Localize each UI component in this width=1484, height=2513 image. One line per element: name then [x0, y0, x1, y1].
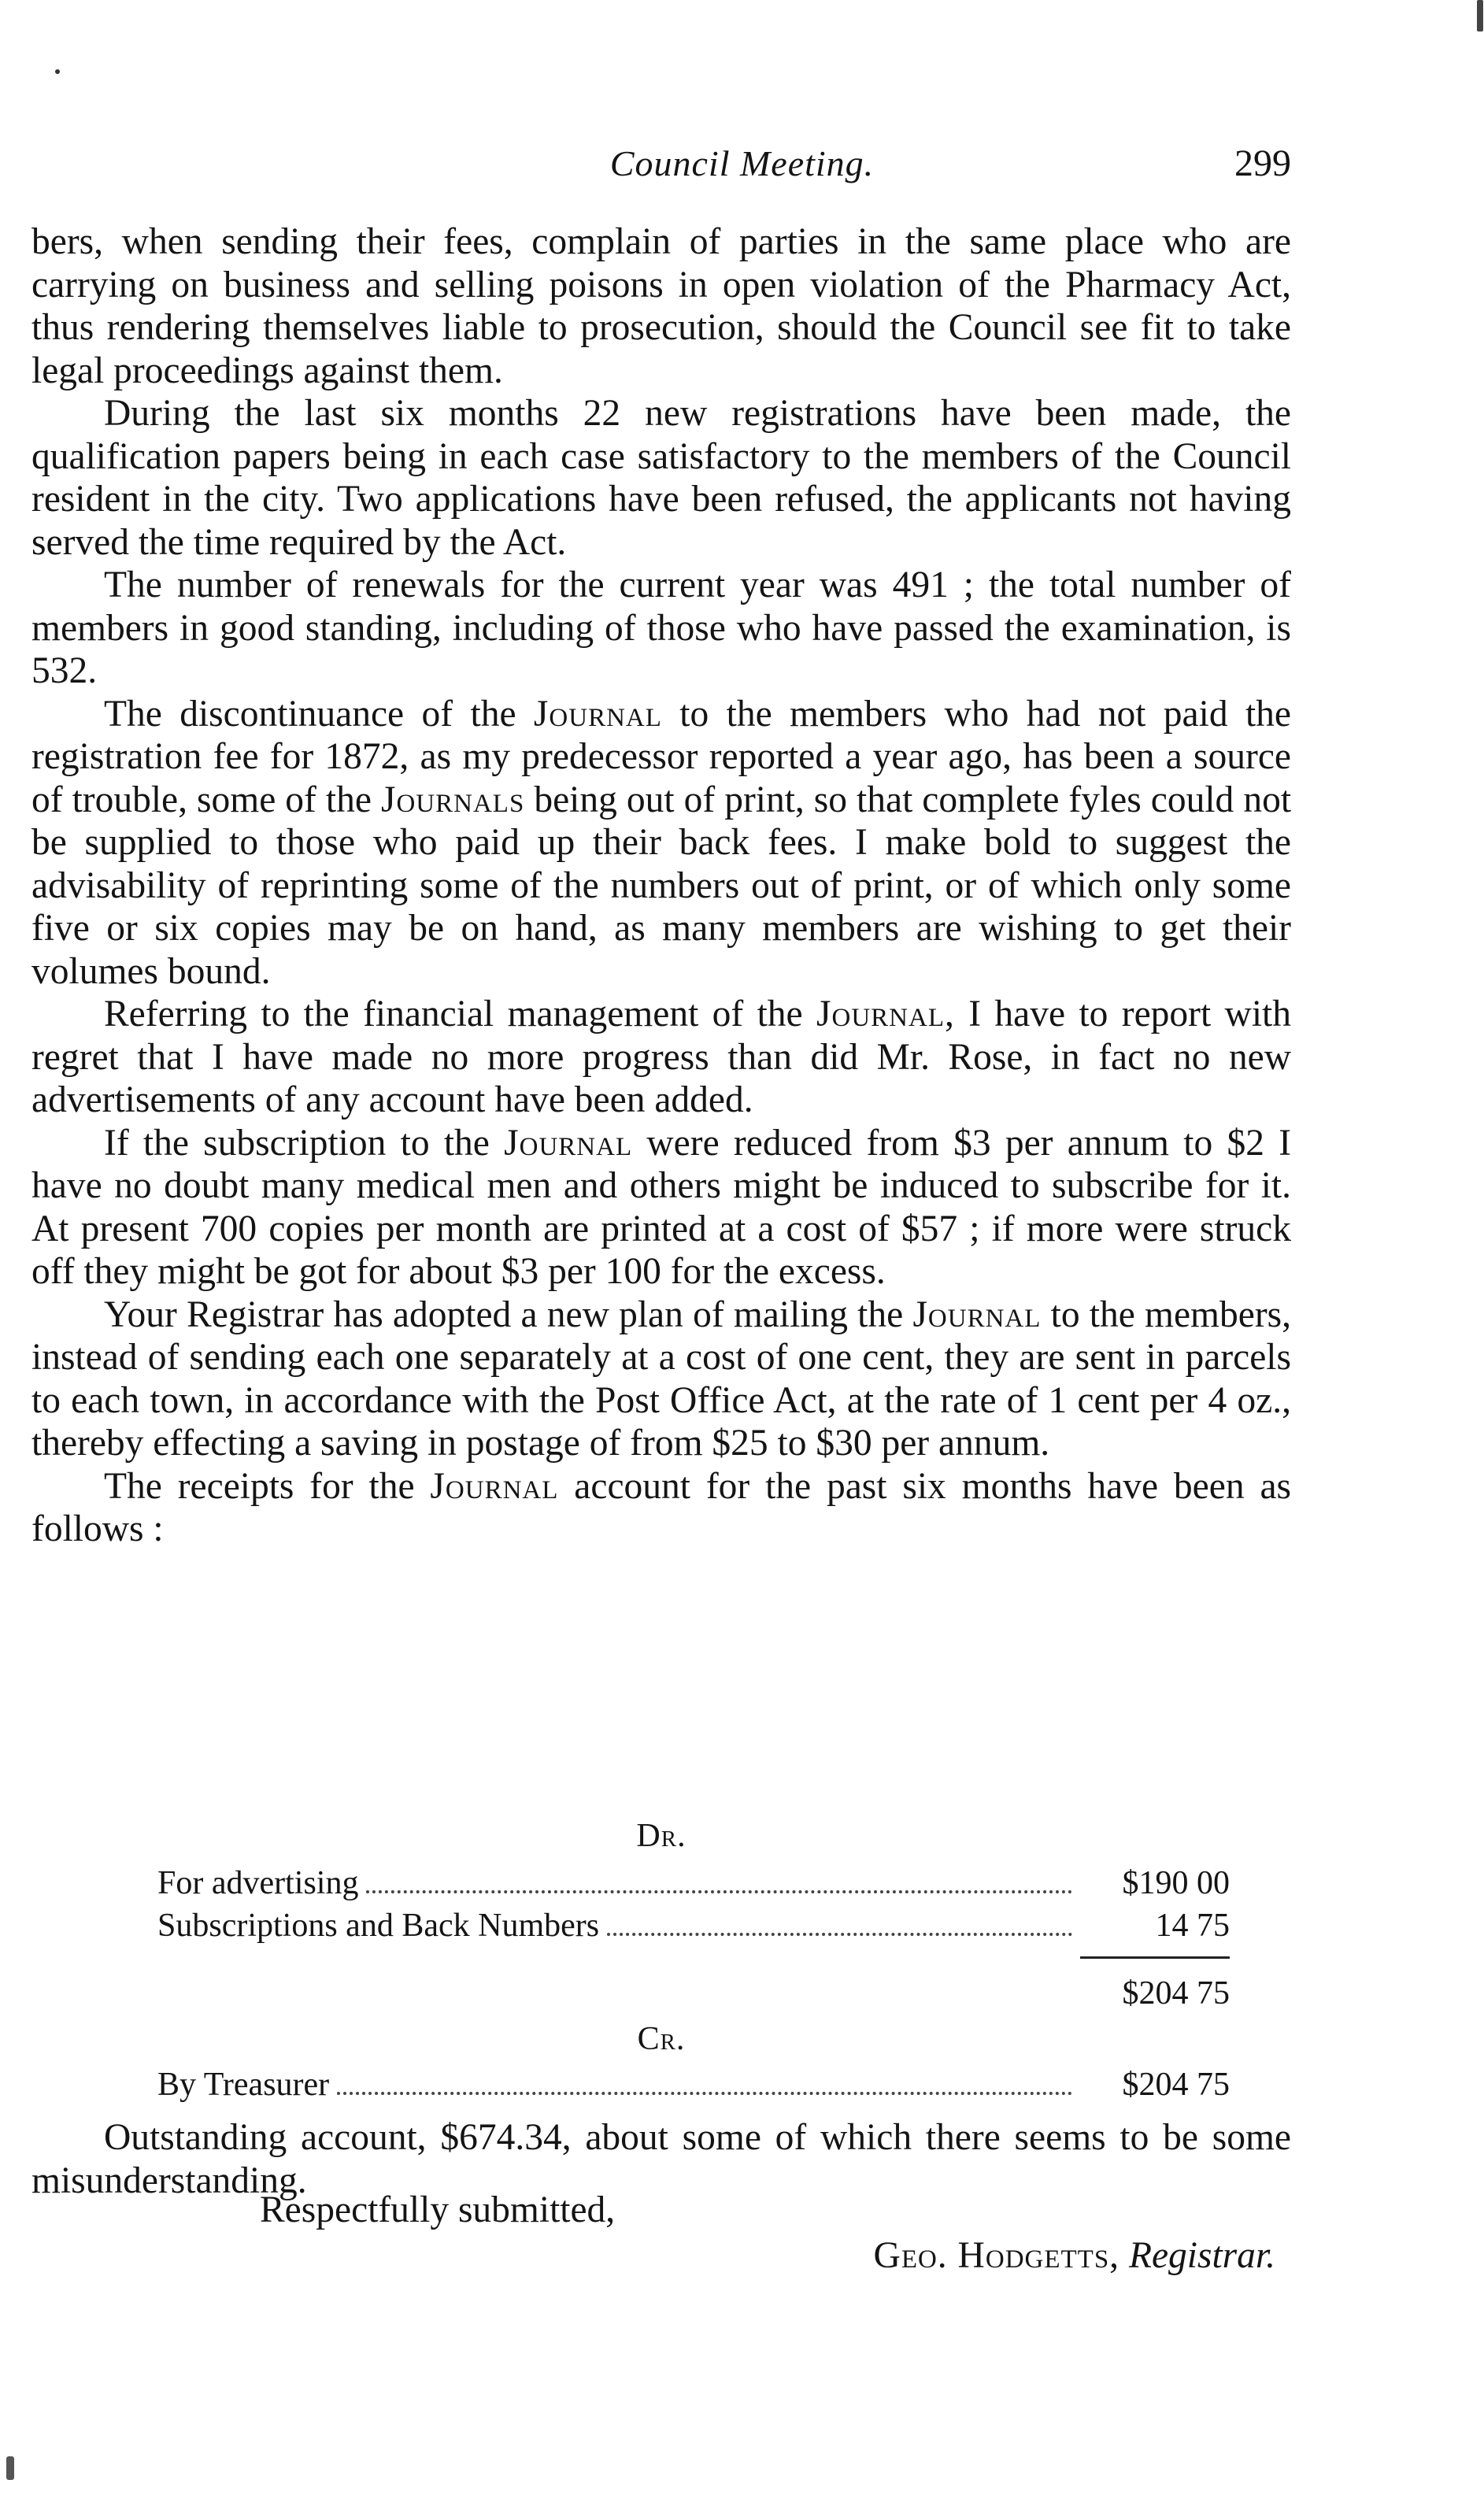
closing-section	[31, 2116, 1291, 2202]
dot-leader	[337, 2091, 1072, 2095]
account-label: Subscriptions and Back Numbers	[157, 1908, 600, 1944]
journal-name: Journal	[533, 693, 662, 735]
page-number: 299	[1234, 142, 1291, 184]
registrar-name: Geo. Hodgetts,	[873, 2235, 1120, 2276]
text-span: Your Registrar has adopted a new plan of mailing the	[104, 1294, 904, 1335]
paragraph-registrations: During the last six months 22 new registrations have been made, the qualification papers being in each case satisfactory to the members of the Council resident in the city. Two applications have been refused, the applicants not having served the time required by the Act.	[31, 393, 1291, 563]
text-span: to the members who had not paid the registration fee for 1872, as my predecessor reported a year ago, has been a source of trouble, some of the	[31, 693, 1292, 820]
text-span: to the members, instead of sending each one separately at a cost of one cent, they are sent in parcels to each town, in accordance with the Post Office Act, at the rate of 1 cent per 4 oz., thereby effecting a saving in postage of from $25 to $30 per annum.	[31, 1294, 1292, 1464]
paragraph-continued: bers, when sending their fees, complain of parties in the same place who are carrying on business and selling poisons in open violation of the Pharmacy Act, thus rendering themselves liable to prosecution, should the Council see fit to take legal proceedings against them.	[31, 221, 1291, 391]
scan-speck	[1477, 0, 1483, 31]
total-rule	[1080, 1956, 1230, 1959]
text-span: being out of print, so that complete fyles could not be supplied to those who paid up their back fees. I make bold to suggest the advisability of reprinting some of the numbers out of print, or of which only some five or six copies may be on hand, as many members are wishing to get their volumes bound.	[31, 779, 1292, 992]
debit-row	[157, 1907, 1230, 1948]
report-body	[31, 220, 1291, 1551]
journal-name: Journal	[430, 1465, 559, 1507]
account-amount: $204 75	[1122, 2067, 1230, 2103]
paragraph-renewals: The number of renewals for the current year was 491 ; the total number of members in good standing, including of those who have passed the examination, is 532.	[31, 564, 1291, 691]
text-span: I have to report with regret that I have made no more progress than did Mr. Rose, in fact no new advertisements of any account have been added.	[31, 994, 1292, 1120]
respectfully-submitted: Respectfully submitted,	[260, 2189, 616, 2230]
debit-total: $204 75	[1122, 1975, 1230, 2012]
text-span: The discontinuance of the	[104, 693, 516, 735]
text-span: If the subscription to the	[104, 1122, 490, 1164]
debit-heading: Dr.	[636, 1818, 686, 1854]
running-head	[0, 132, 1484, 195]
text-span: were reduced from $3 per annum to $2 I have no doubt many medical men and others might be induced to subscribe for it. At present 700 copies per month are printed at a cost of $57 ; if more were struck off they might be got for about $3 per 100 for the excess.	[31, 1122, 1292, 1292]
signature-line	[756, 2234, 1275, 2277]
scan-speck	[55, 69, 60, 74]
paragraph-receipts	[31, 1465, 1291, 1551]
scan-speck	[6, 2456, 14, 2480]
paragraph-financial	[31, 993, 1291, 1122]
debit-row	[157, 1864, 1230, 1905]
outstanding-paragraph: Outstanding account, $674.34, about some of which there seems to be some misunderstanding.	[31, 2117, 1291, 2201]
journal-name: Journal	[912, 1294, 1042, 1335]
text-span: The receipts for the	[104, 1465, 415, 1507]
paragraph-discontinuance	[31, 693, 1291, 994]
credit-row	[157, 2066, 1230, 2107]
text-span: account for the past six months have been as follows :	[31, 1465, 1292, 1549]
journal-name: Journal,	[816, 994, 955, 1034]
account-label: For advertising	[157, 1865, 359, 1901]
registrar-title: Registrar.	[1128, 2235, 1275, 2276]
journal-name: Journals	[380, 779, 525, 820]
journal-name: Journal	[504, 1122, 633, 1164]
dot-leader	[366, 1889, 1072, 1893]
account-amount: 14 75	[1155, 1908, 1230, 1944]
credit-heading: Cr.	[637, 2021, 686, 2057]
dot-leader	[607, 1932, 1072, 1936]
account-amount: $190 00	[1122, 1865, 1230, 1901]
running-title: Council Meeting.	[609, 143, 875, 183]
paragraph-subscription	[31, 1122, 1291, 1294]
paragraph-mailing	[31, 1294, 1291, 1465]
text-span: Referring to the financial management of the	[104, 994, 803, 1034]
account-label: By Treasurer	[157, 2067, 330, 2103]
